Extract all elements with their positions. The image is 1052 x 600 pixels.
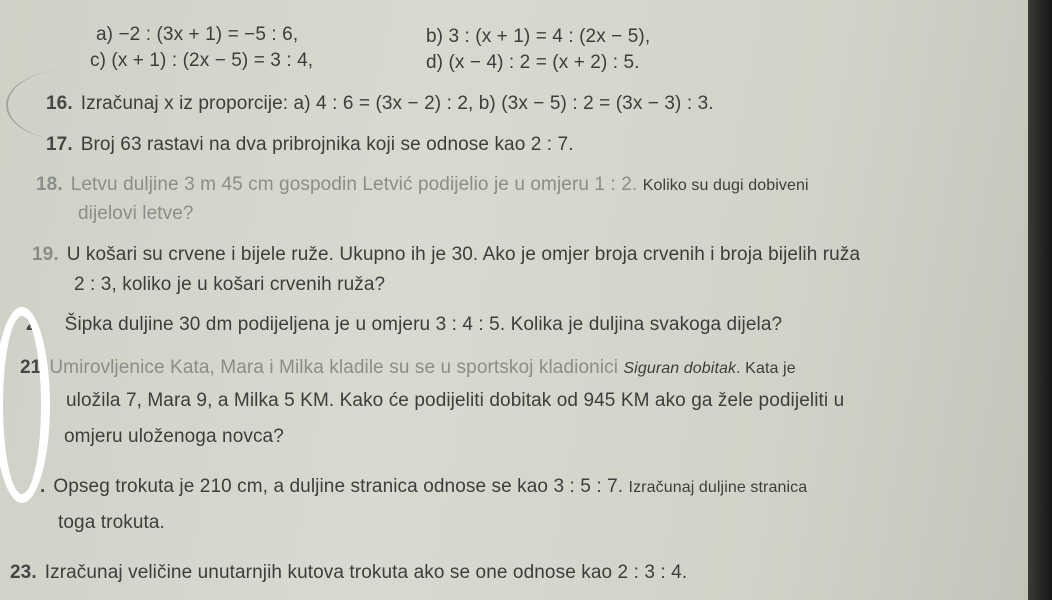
- problem-22-line1: [40, 476, 807, 498]
- problem-19-line1: [32, 244, 860, 266]
- problem-19-line2: 2 : 3, koliko je u košari crvenih ruža?: [74, 274, 386, 295]
- problem-15a: a) −2 : (3x + 1) = −5 : 6,: [96, 24, 299, 45]
- problem-text: Opseg trokuta je 210 cm, a duljine stranica odnose se kao 3 : 5 : 7.: [53, 476, 624, 497]
- problem-21-line2: uložila 7, Mara 9, a Milka 5 KM. Kako će podijeliti dobitak od 945 KM ako ga žele podijeliti u: [66, 390, 845, 411]
- problem-number: 17.: [46, 134, 73, 155]
- problem-15b: b) 3 : (x + 1) = 4 : (2x − 5),: [426, 26, 651, 47]
- problem-15c: c) (x + 1) : (2x − 5) = 3 : 4,: [90, 50, 314, 71]
- problem-text: Letvu duljine 3 m 45 cm gospodin Letvić podijelio je u omjeru 1 : 2.: [70, 174, 638, 195]
- problem-text: Broj 63 rastavi na dva pribrojnika koji se odnose kao 2 : 7.: [80, 134, 574, 155]
- problem-text: Izračunaj duljine stranica: [628, 479, 808, 496]
- problem-22-line2: toga trokuta.: [58, 512, 165, 533]
- problem-16: [46, 93, 714, 115]
- problem-text: Izračunaj veličine unutarnjih kutova trokuta ako se one odnose kao 2 : 3 : 4.: [44, 562, 688, 583]
- problem-15d: d) (x − 4) : 2 = (x + 2) : 5.: [426, 52, 640, 73]
- problem-text: U košari su crvene i bijele ruže. Ukupno ih je 30. Ako je omjer broja crvenih i broja bijelih ruža: [66, 244, 861, 265]
- problem-number: .: [40, 476, 46, 497]
- highlight-oval-annotation: [0, 307, 50, 503]
- problem-number: 19.: [32, 244, 59, 265]
- problem-20: [26, 314, 782, 336]
- problem-17: [46, 134, 574, 156]
- problem-number: 2: [26, 314, 37, 335]
- problem-21-line3: omjeru uloženoga novca?: [64, 426, 284, 447]
- problem-number: 18.: [36, 174, 63, 195]
- problem-number: 23.: [10, 562, 37, 583]
- problem-18-line1: [36, 174, 809, 196]
- problem-text: Umirovljenice Kata, Mara i Milka kladile su se u sportskoj kladionici: [49, 357, 619, 378]
- problem-number: 21: [20, 357, 42, 378]
- problem-18-line2: dijelovi letve?: [78, 203, 194, 224]
- problem-23: [10, 562, 687, 584]
- problem-text: Izračunaj x iz proporcije: a) 4 : 6 = (3x − 2) : 2, b) (3x − 5) : 2 = (3x − 3) : 3.: [80, 93, 714, 114]
- page-edge-shadow: [1028, 0, 1052, 600]
- problem-text: Šipka duljine 30 dm podijeljena je u omjeru 3 : 4 : 5. Kolika je duljina svakoga dijela?: [64, 314, 783, 335]
- problem-text: . Kata je: [736, 360, 796, 377]
- problem-number: 16.: [46, 93, 73, 114]
- problem-text: Koliko su dugi dobiveni: [642, 177, 809, 194]
- problem-21-line1: [20, 357, 796, 379]
- problem-text-italic: Siguran dobitak: [623, 360, 737, 377]
